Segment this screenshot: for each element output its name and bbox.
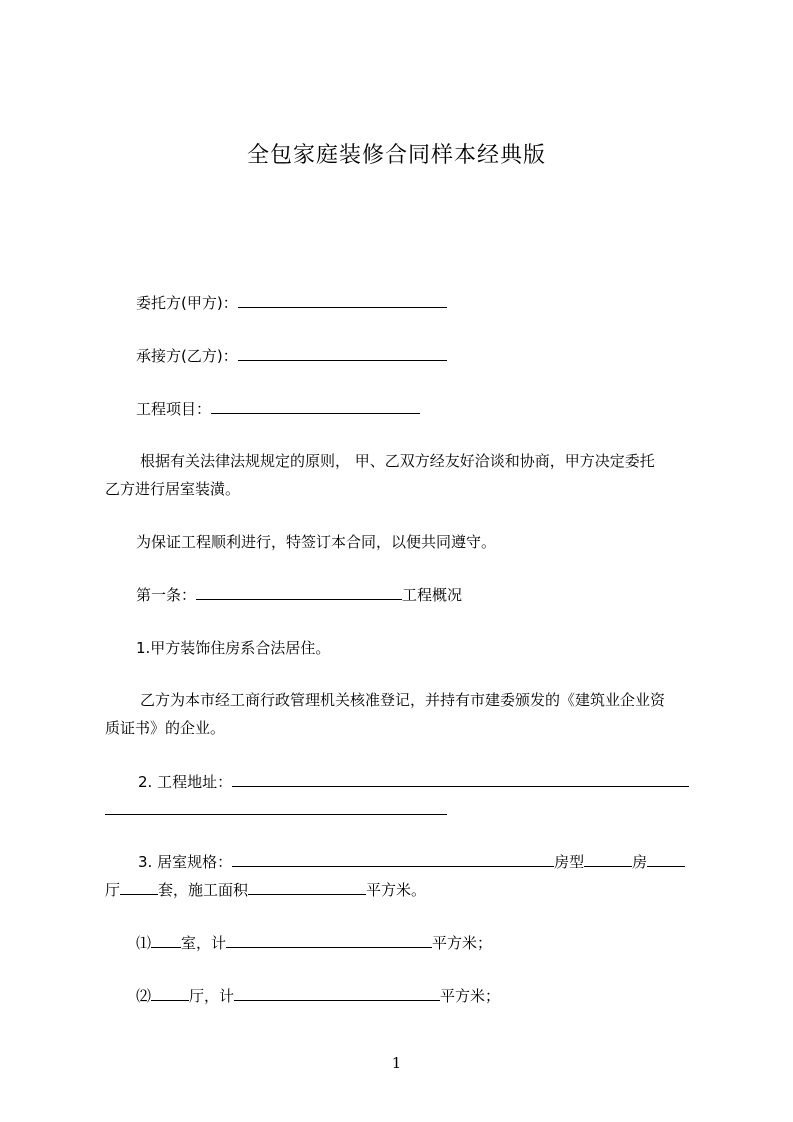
- sub2-unit: 平方米；: [440, 987, 501, 1005]
- sub1-room: 室，计: [181, 934, 227, 952]
- item3-line-2: [105, 879, 426, 900]
- item2-line: [138, 771, 689, 792]
- page-number: 1: [391, 1054, 402, 1072]
- party-b-label: 承接方(乙方)：: [136, 347, 238, 365]
- project-line: [136, 398, 420, 419]
- sub1-unit: 平方米；: [432, 934, 493, 952]
- article1-blank: [196, 584, 402, 600]
- party-b-desc-line-2: 质证书》的企业。: [105, 719, 226, 737]
- sub2-area-blank: [234, 985, 440, 1001]
- sub2-hall-blank: [151, 985, 189, 1001]
- intro-line-1: 根据有关法律法规规定的原则， 甲、乙双方经友好洽谈和协商，甲方决定委托: [140, 452, 655, 470]
- item3-set: 套，施工面积: [158, 881, 249, 899]
- room-type-blank: [584, 851, 632, 867]
- intro-line-2: 乙方进行居室装潢。: [105, 480, 241, 498]
- item3-label: 3. 居室规格：: [138, 853, 233, 871]
- party-b-line: [136, 345, 447, 366]
- article1-prefix: 第一条：: [136, 586, 197, 604]
- sub1-room-blank: [151, 932, 181, 948]
- rooms-blank: [647, 851, 685, 867]
- article1-line: [136, 584, 462, 605]
- item3-line: [138, 851, 685, 872]
- address-blank-1: [232, 771, 689, 787]
- sub2-line: [136, 985, 500, 1006]
- item3-room-type: 房型: [554, 853, 585, 871]
- article1-suffix: 工程概况: [402, 586, 463, 604]
- document-title: 全包家庭装修合同样本经典版: [246, 143, 546, 168]
- party-b-blank: [238, 345, 447, 361]
- sub2-hall: 厅，计: [189, 987, 235, 1005]
- area-blank: [248, 879, 366, 895]
- sub1-area-blank: [226, 932, 432, 948]
- sub1-line: [136, 932, 492, 953]
- item1-line: 1.甲方装饰住房系合法居住。: [136, 639, 331, 657]
- spec-blank: [232, 851, 554, 867]
- party-a-line: [136, 292, 447, 313]
- party-a-blank: [238, 292, 447, 308]
- item2-label: 2. 工程地址：: [138, 773, 233, 791]
- item2-line-2: [105, 799, 447, 820]
- address-blank-2: [105, 799, 447, 815]
- sub2-label: ⑵: [136, 987, 152, 1005]
- sub1-label: ⑴: [136, 934, 152, 952]
- item3-rooms: 房: [632, 853, 648, 871]
- project-blank: [211, 398, 420, 414]
- item3-area-unit: 平方米。: [366, 881, 427, 899]
- item3-hall: 厅: [105, 881, 121, 899]
- party-a-label: 委托方(甲方)：: [136, 294, 238, 312]
- project-label: 工程项目：: [136, 400, 212, 418]
- party-b-desc-line-1: 乙方为本市经工商行政管理机关核准登记，并持有市建委颁发的《建筑业企业资: [140, 691, 666, 709]
- commit-line: 为保证工程顺利进行，特签订本合同，以便共同遵守。: [136, 533, 497, 551]
- hall-blank: [120, 879, 158, 895]
